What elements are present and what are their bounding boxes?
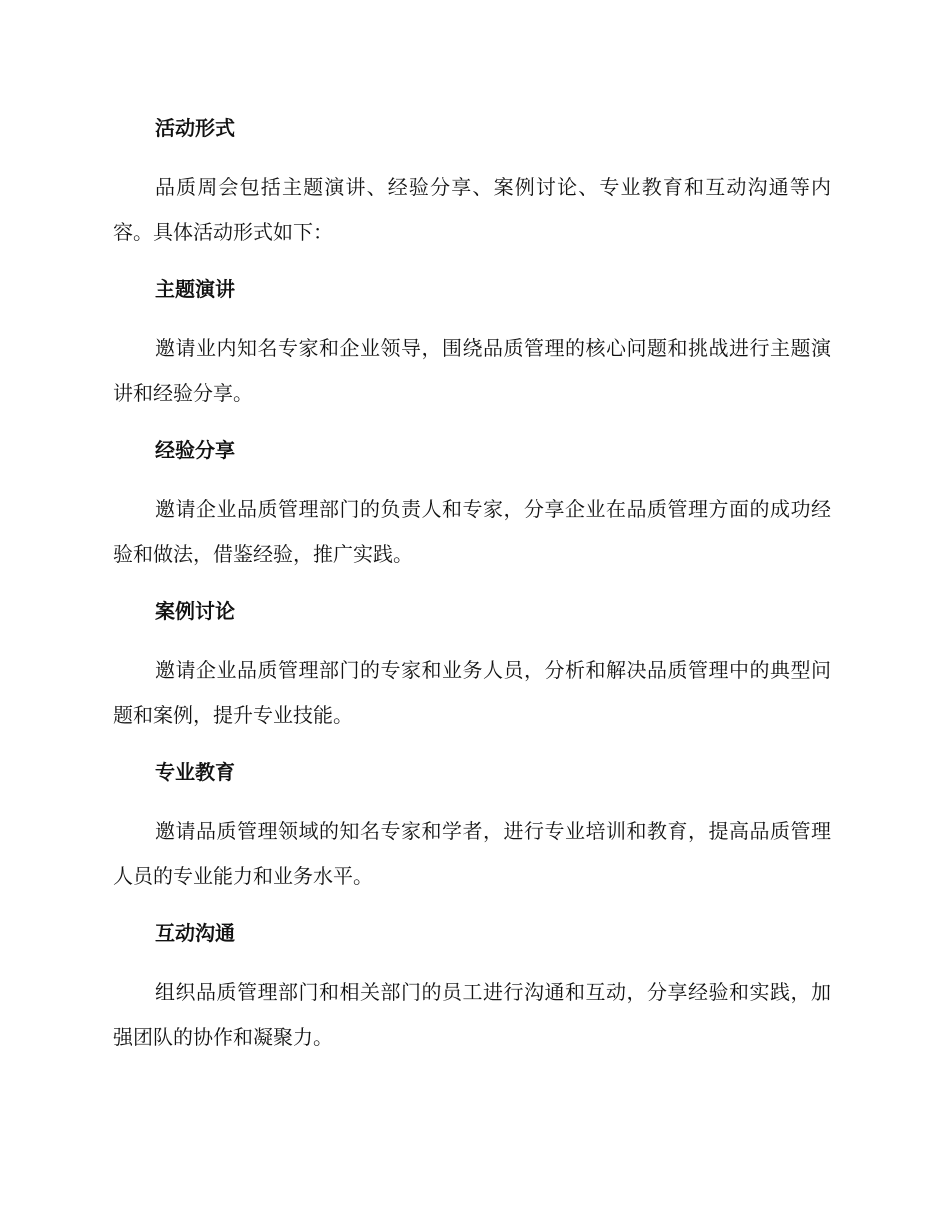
section-body-keynote: 邀请业内知名专家和企业领导，围绕品质管理的核心问题和挑战进行主题演讲和经验分享。 [113, 336, 831, 405]
section-body-case-discussion: 邀请企业品质管理部门的专家和业务人员，分析和解决品质管理中的典型问题和案例，提升专业技能。 [113, 658, 831, 727]
section-body-interactive-communication: 组织品质管理部门和相关部门的员工进行沟通和互动，分享经验和实践，加强团队的协作和凝聚力。 [113, 980, 831, 1049]
document-content [113, 113, 831, 1060]
section-heading-keynote: 主题演讲 [155, 277, 235, 301]
section-heading-experience-sharing: 经验分享 [155, 438, 235, 462]
section-heading-case-discussion: 案例讨论 [155, 599, 235, 623]
section-body-experience-sharing: 邀请企业品质管理部门的负责人和专家，分享企业在品质管理方面的成功经验和做法，借鉴经验，推广实践。 [113, 497, 831, 566]
section-heading-activity-form: 活动形式 [155, 116, 235, 140]
section-heading-professional-education: 专业教育 [155, 760, 235, 784]
section-body-activity-form: 品质周会包括主题演讲、经验分享、案例讨论、专业教育和互动沟通等内容。具体活动形式如下： [113, 175, 831, 244]
section-heading-interactive-communication: 互动沟通 [155, 921, 235, 945]
section-body-professional-education: 邀请品质管理领域的知名专家和学者，进行专业培训和教育，提高品质管理人员的专业能力和业务水平。 [113, 819, 831, 888]
